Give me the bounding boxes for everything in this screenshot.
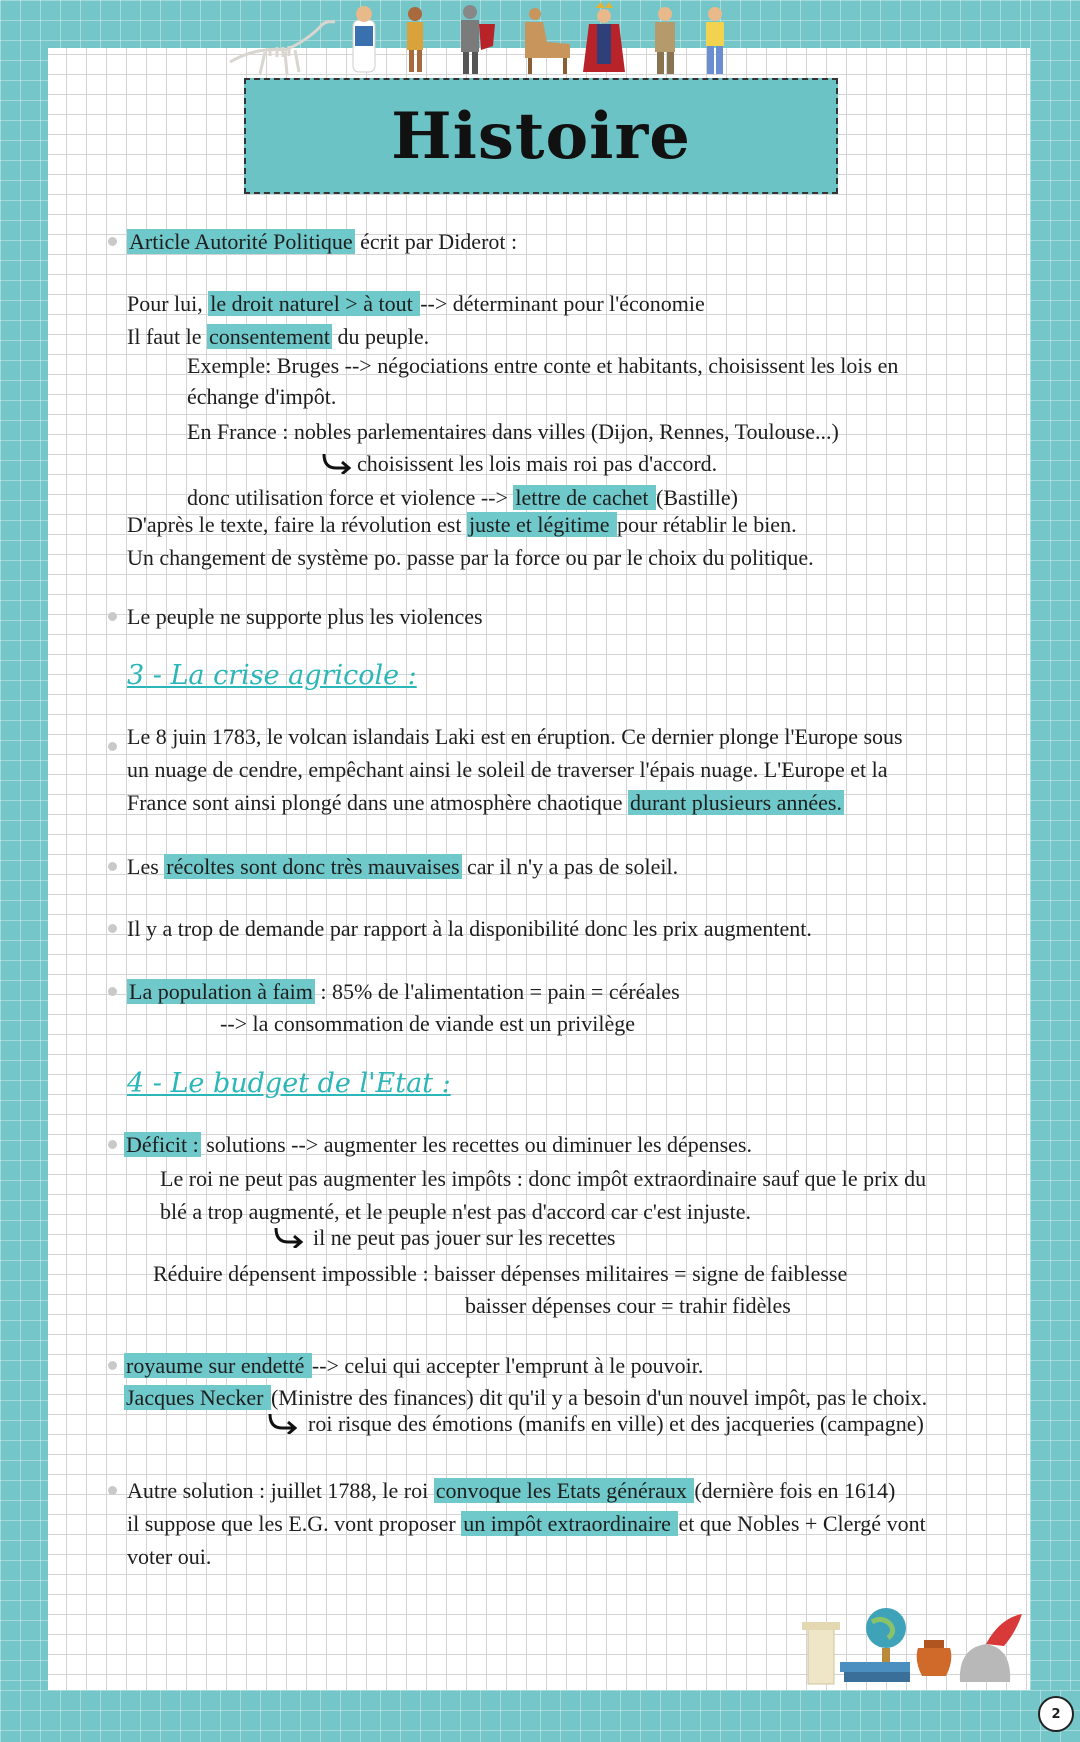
bullet-dot	[108, 987, 117, 996]
text-line: Jacques Necker (Ministre des finances) dit qu'il y a besoin d'un nouvel impôt, pas le choix.	[126, 1385, 928, 1410]
text-line: voter oui.	[127, 1544, 212, 1569]
knight-figure-icon	[461, 5, 495, 74]
text-line: un nuage de cendre, empêchant ainsi le soleil de traverser l'épais nuage. L'Europe et la	[127, 757, 888, 782]
text-line: Réduire dépensent impossible : baisser dépenses militaires = signe de faiblesse	[153, 1261, 848, 1286]
text-line: Exemple: Bruges --> négociations entre conte et habitants, choisissent les lois en	[187, 353, 899, 378]
text-line: En France : nobles parlementaires dans villes (Dijon, Rennes, Toulouse...)	[187, 419, 839, 444]
text-line: choisissent les lois mais roi pas d'accord.	[357, 451, 718, 476]
text-line: blé a trop augmenté, et le peuple n'est pas d'accord car c'est injuste.	[160, 1199, 751, 1224]
text-line: La population à faim : 85% de l'alimentation = pain = céréales	[129, 979, 680, 1004]
bullet-dot	[108, 742, 117, 751]
text-line: D'après le texte, faire la révolution est juste et légitime pour rétablir le bien.	[127, 512, 797, 537]
bullet-dot	[108, 924, 117, 933]
soldier-figure-icon	[655, 7, 675, 74]
helmet-icon	[960, 1614, 1022, 1682]
text-line: roi risque des émotions (manifs en ville) et des jacqueries (campagne)	[308, 1411, 924, 1436]
highlight: Article Autorité Politique	[129, 229, 353, 254]
curved-arrow-icon	[266, 1412, 298, 1434]
section-heading: 3 - La crise agricole :	[127, 660, 417, 691]
text-line: --> la consommation de viande est un privilège	[220, 1011, 636, 1036]
text-line: Le roi ne peut pas augmenter les impôts : donc impôt extraordinaire sauf que le prix du	[160, 1166, 927, 1191]
historical-figures-illustration	[225, 2, 825, 80]
text-line: royaume sur endetté --> celui qui accepter l'emprunt à le pouvoir.	[126, 1353, 704, 1378]
highlight: lettre de cachet	[515, 485, 655, 510]
page-title: Histoire	[391, 98, 691, 174]
article-line: Article Autorité Politique écrit par Diderot :	[129, 229, 518, 254]
bullet-dot	[108, 862, 117, 871]
text-line: Autre solution : juillet 1788, le roi convoque les Etats généraux (dernière fois en 1614)	[127, 1478, 896, 1503]
frame-left	[0, 0, 48, 1742]
frame-right	[1030, 0, 1080, 1742]
text-line: échange d'impôt.	[187, 384, 337, 409]
curved-arrow-icon	[320, 452, 352, 474]
highlight: La population à faim	[129, 979, 313, 1004]
text-line: France sont ainsi plongé dans une atmosphère chaotique durant plusieurs années.	[127, 790, 842, 815]
highlight: un impôt extraordinaire	[463, 1511, 677, 1536]
highlight: Déficit :	[126, 1132, 199, 1157]
text-line: Le 8 juin 1783, le volcan islandais Laki est en éruption. Ce dernier plonge l'Europe sous	[127, 724, 903, 749]
text-line: Il y a trop de demande par rapport à la disponibilité donc les prix augmentent.	[127, 916, 812, 941]
highlight: Jacques Necker	[126, 1385, 269, 1410]
title-banner	[244, 78, 838, 194]
vase-icon	[917, 1640, 952, 1676]
text-line: Pour lui, le droit naturel > à tout --> déterminant pour l'économie	[127, 291, 705, 316]
text-line: donc utilisation force et violence --> lettre de cachet (Bastille)	[187, 485, 738, 510]
curved-arrow-icon	[272, 1226, 304, 1248]
text-line: Les récoltes sont donc très mauvaises car il n'y a pas de soleil.	[127, 854, 679, 879]
egyptian-figure-icon	[407, 7, 423, 72]
text-line: il suppose que les E.G. vont proposer un impôt extraordinaire et que Nobles + Clergé vont	[127, 1511, 926, 1536]
bullet-dot	[108, 1140, 117, 1149]
bullet-dot	[108, 237, 117, 246]
king-figure-icon	[583, 2, 625, 72]
history-objects-illustration	[790, 1598, 1030, 1690]
highlight: royaume sur endetté	[126, 1353, 310, 1378]
modern-woman-figure-icon	[706, 7, 724, 74]
books-icon	[840, 1662, 910, 1682]
highlight: le droit naturel > à tout	[210, 291, 419, 316]
text-line: il ne peut pas jouer sur les recettes	[313, 1225, 616, 1250]
text-line: baisser dépenses cour = trahir fidèles	[465, 1293, 791, 1318]
globe-icon	[866, 1608, 906, 1662]
section-heading: 4 - Le budget de l'Etat :	[127, 1068, 451, 1099]
frame-bottom	[0, 1690, 1080, 1742]
highlight: récoltes sont donc très mauvaises	[166, 854, 460, 879]
highlight: convoque les Etats généraux	[435, 1478, 693, 1503]
highlight: durant plusieurs années.	[629, 790, 842, 815]
highlight: consentement	[209, 324, 330, 349]
text-line: Déficit : solutions --> augmenter les recettes ou diminuer les dépenses.	[126, 1132, 752, 1157]
centaur-figure-icon	[525, 8, 570, 74]
bullet-dot	[108, 1361, 117, 1370]
text-line: Le peuple ne supporte plus les violences	[127, 604, 483, 629]
column-icon	[802, 1622, 840, 1684]
page-number-badge: 2	[1038, 1696, 1074, 1732]
text-line: Il faut le consentement du peuple.	[127, 324, 430, 349]
bullet-dot	[108, 1486, 117, 1495]
highlight: juste et légitime	[468, 512, 615, 537]
monk-figure-icon	[353, 6, 375, 72]
bullet-dot	[108, 612, 117, 621]
text-line: Un changement de système po. passe par la force ou par le choix du politique.	[127, 545, 814, 570]
dinosaur-skeleton-icon	[230, 22, 335, 74]
